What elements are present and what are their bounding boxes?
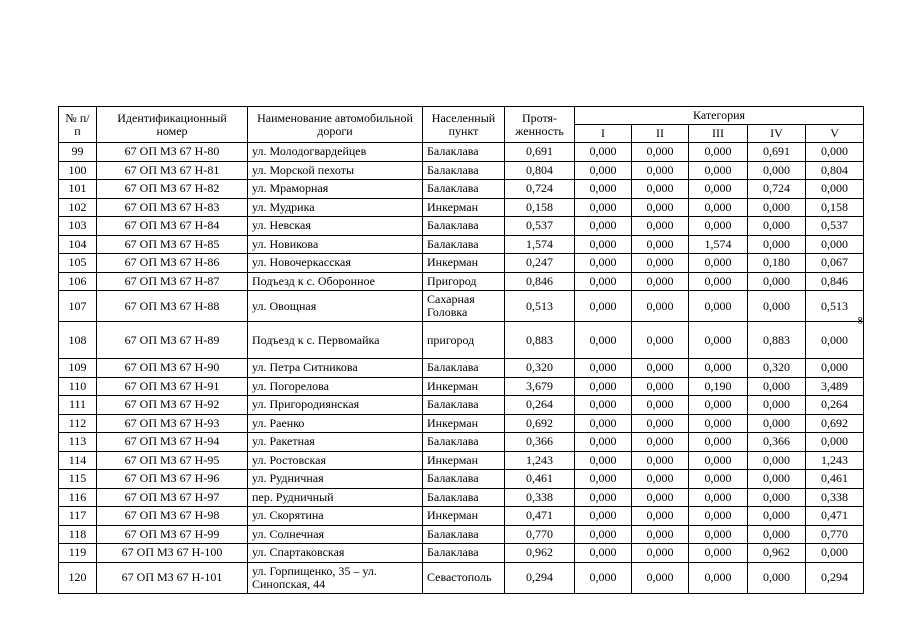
cell-name: ул. Спартаковская: [248, 544, 423, 563]
cell-cat-iii: 0,000: [689, 180, 748, 199]
cell-id: 67 ОП МЗ 67 Н-85: [97, 235, 248, 254]
cell-settlement: Инкерман: [423, 414, 505, 433]
cell-name: ул. Овощная: [248, 291, 423, 322]
cell-id: 67 ОП МЗ 67 Н-98: [97, 507, 248, 526]
cell-cat-i: 0,000: [575, 198, 632, 217]
cell-num: 112: [59, 414, 97, 433]
table-row: [59, 562, 864, 593]
cell-cat-i: 0,000: [575, 507, 632, 526]
cell-cat-v: 0,294: [806, 562, 864, 593]
cell-cat-iv: 0,000: [748, 272, 806, 291]
cell-num: 106: [59, 272, 97, 291]
cell-settlement: Инкерман: [423, 507, 505, 526]
cell-id: 67 ОП МЗ 67 Н-99: [97, 525, 248, 544]
header-id: Идентификационный номер: [97, 107, 248, 143]
cell-id: 67 ОП МЗ 67 Н-95: [97, 451, 248, 470]
header-category: Категория: [575, 107, 864, 125]
cell-length: 0,158: [505, 198, 575, 217]
header-num: № п/п: [59, 107, 97, 143]
cell-num: 119: [59, 544, 97, 563]
header-cat-ii: II: [632, 125, 689, 143]
cell-cat-iv: 0,000: [748, 291, 806, 322]
cell-num: 120: [59, 562, 97, 593]
cell-settlement: Балаклава: [423, 359, 505, 378]
cell-id: 67 ОП МЗ 67 Н-82: [97, 180, 248, 199]
cell-num: 108: [59, 322, 97, 359]
table-row: [59, 507, 864, 526]
cell-cat-v: 0,537: [806, 217, 864, 236]
table-row: [59, 377, 864, 396]
table-body: [59, 143, 864, 594]
cell-cat-ii: 0,000: [632, 291, 689, 322]
cell-cat-i: 0,000: [575, 488, 632, 507]
table-row: [59, 272, 864, 291]
cell-cat-v: 0,471: [806, 507, 864, 526]
cell-cat-v: 0,000: [806, 143, 864, 162]
cell-cat-i: 0,000: [575, 322, 632, 359]
cell-cat-i: 0,000: [575, 414, 632, 433]
cell-length: 3,679: [505, 377, 575, 396]
cell-id: 67 ОП МЗ 67 Н-87: [97, 272, 248, 291]
cell-settlement: Балаклава: [423, 217, 505, 236]
cell-cat-iii: 0,000: [689, 254, 748, 273]
cell-id: 67 ОП МЗ 67 Н-94: [97, 433, 248, 452]
cell-id: 67 ОП МЗ 67 Н-84: [97, 217, 248, 236]
cell-name: Подъезд к с. Оборонное: [248, 272, 423, 291]
cell-cat-iv: 0,000: [748, 414, 806, 433]
cell-id: 67 ОП МЗ 67 Н-80: [97, 143, 248, 162]
table-row: [59, 488, 864, 507]
cell-cat-iv: 0,000: [748, 161, 806, 180]
cell-cat-v: 0,264: [806, 396, 864, 415]
cell-id: 67 ОП МЗ 67 Н-101: [97, 562, 248, 593]
cell-cat-iv: 0,000: [748, 377, 806, 396]
cell-cat-i: 0,000: [575, 254, 632, 273]
cell-id: 67 ОП МЗ 67 Н-93: [97, 414, 248, 433]
cell-length: 0,692: [505, 414, 575, 433]
cell-settlement: Балаклава: [423, 235, 505, 254]
cell-cat-iv: 0,883: [748, 322, 806, 359]
cell-cat-i: 0,000: [575, 562, 632, 593]
cell-cat-iii: 0,000: [689, 198, 748, 217]
cell-id: 67 ОП МЗ 67 Н-96: [97, 470, 248, 489]
cell-cat-ii: 0,000: [632, 470, 689, 489]
cell-cat-iv: 0,000: [748, 235, 806, 254]
table-row: [59, 525, 864, 544]
cell-cat-ii: 0,000: [632, 377, 689, 396]
cell-id: 67 ОП МЗ 67 Н-88: [97, 291, 248, 322]
cell-length: 0,471: [505, 507, 575, 526]
cell-cat-v: 0,692: [806, 414, 864, 433]
table-row: [59, 396, 864, 415]
cell-cat-iii: 0,000: [689, 359, 748, 378]
cell-num: 100: [59, 161, 97, 180]
cell-num: 101: [59, 180, 97, 199]
table-row: [59, 322, 864, 359]
cell-name: ул. Морской пехоты: [248, 161, 423, 180]
cell-id: 67 ОП МЗ 67 Н-89: [97, 322, 248, 359]
cell-settlement: Балаклава: [423, 525, 505, 544]
cell-cat-ii: 0,000: [632, 198, 689, 217]
cell-cat-ii: 0,000: [632, 322, 689, 359]
cell-cat-iii: 0,190: [689, 377, 748, 396]
cell-cat-iv: 0,000: [748, 198, 806, 217]
cell-name: ул. Ракетная: [248, 433, 423, 452]
cell-num: 107: [59, 291, 97, 322]
cell-settlement: Севастополь: [423, 562, 505, 593]
cell-cat-iv: 0,000: [748, 217, 806, 236]
cell-name: ул. Мудрика: [248, 198, 423, 217]
cell-cat-v: 0,000: [806, 544, 864, 563]
header-settlement: Населенный пункт: [423, 107, 505, 143]
cell-cat-v: 0,000: [806, 433, 864, 452]
cell-num: 110: [59, 377, 97, 396]
table-row: [59, 180, 864, 199]
cell-cat-v: 0,000: [806, 322, 864, 359]
cell-name: ул. Ростовская: [248, 451, 423, 470]
cell-settlement: Балаклава: [423, 161, 505, 180]
cell-cat-ii: 0,000: [632, 359, 689, 378]
cell-length: 0,461: [505, 470, 575, 489]
cell-name: ул. Мраморная: [248, 180, 423, 199]
cell-settlement: Инкерман: [423, 377, 505, 396]
cell-cat-i: 0,000: [575, 396, 632, 415]
cell-name: ул. Новочеркасская: [248, 254, 423, 273]
cell-cat-v: 0,158: [806, 198, 864, 217]
cell-name: ул. Новикова: [248, 235, 423, 254]
cell-id: 67 ОП МЗ 67 Н-90: [97, 359, 248, 378]
cell-settlement: Балаклава: [423, 180, 505, 199]
cell-cat-iii: 0,000: [689, 470, 748, 489]
cell-settlement: Балаклава: [423, 396, 505, 415]
cell-length: 0,962: [505, 544, 575, 563]
cell-name: ул. Рудничная: [248, 470, 423, 489]
cell-cat-ii: 0,000: [632, 451, 689, 470]
cell-num: 104: [59, 235, 97, 254]
cell-cat-ii: 0,000: [632, 396, 689, 415]
cell-cat-v: 1,243: [806, 451, 864, 470]
cell-settlement: Балаклава: [423, 488, 505, 507]
cell-num: 115: [59, 470, 97, 489]
cell-num: 105: [59, 254, 97, 273]
cell-settlement: Инкерман: [423, 451, 505, 470]
cell-name: Подъезд к с. Первомайка: [248, 322, 423, 359]
cell-cat-ii: 0,000: [632, 272, 689, 291]
cell-cat-ii: 0,000: [632, 217, 689, 236]
cell-cat-iv: 0,000: [748, 507, 806, 526]
cell-length: 0,537: [505, 217, 575, 236]
cell-length: 0,770: [505, 525, 575, 544]
cell-cat-v: 0,338: [806, 488, 864, 507]
cell-length: 0,846: [505, 272, 575, 291]
table-row: [59, 414, 864, 433]
cell-num: 102: [59, 198, 97, 217]
cell-settlement: Балаклава: [423, 470, 505, 489]
cell-num: 99: [59, 143, 97, 162]
cell-cat-iii: 0,000: [689, 396, 748, 415]
header-cat-iv: IV: [748, 125, 806, 143]
cell-settlement: Балаклава: [423, 544, 505, 563]
cell-cat-iv: 0,000: [748, 396, 806, 415]
cell-num: 116: [59, 488, 97, 507]
cell-length: 0,247: [505, 254, 575, 273]
cell-cat-i: 0,000: [575, 235, 632, 254]
cell-id: 67 ОП МЗ 67 Н-81: [97, 161, 248, 180]
cell-length: 0,691: [505, 143, 575, 162]
cell-cat-iii: 0,000: [689, 143, 748, 162]
cell-length: 1,574: [505, 235, 575, 254]
cell-cat-v: 0,067: [806, 254, 864, 273]
cell-length: 1,243: [505, 451, 575, 470]
margin-mark: ∞: [854, 315, 868, 326]
cell-cat-ii: 0,000: [632, 161, 689, 180]
cell-cat-iv: 0,000: [748, 488, 806, 507]
cell-cat-iii: 0,000: [689, 414, 748, 433]
cell-cat-i: 0,000: [575, 272, 632, 291]
cell-num: 113: [59, 433, 97, 452]
cell-cat-ii: 0,000: [632, 525, 689, 544]
cell-num: 117: [59, 507, 97, 526]
cell-cat-v: 0,513: [806, 291, 864, 322]
table-row: [59, 198, 864, 217]
table-row: [59, 161, 864, 180]
cell-cat-i: 0,000: [575, 470, 632, 489]
cell-cat-iii: 0,000: [689, 488, 748, 507]
cell-name: пер. Рудничный: [248, 488, 423, 507]
cell-settlement: Пригород: [423, 272, 505, 291]
table-row: [59, 359, 864, 378]
cell-id: 67 ОП МЗ 67 Н-100: [97, 544, 248, 563]
cell-cat-i: 0,000: [575, 544, 632, 563]
cell-cat-iv: 0,724: [748, 180, 806, 199]
cell-cat-i: 0,000: [575, 217, 632, 236]
cell-cat-ii: 0,000: [632, 143, 689, 162]
header-cat-iii: III: [689, 125, 748, 143]
header-length: Протя- женность: [505, 107, 575, 143]
cell-cat-v: 0,000: [806, 235, 864, 254]
cell-cat-v: 3,489: [806, 377, 864, 396]
cell-num: 118: [59, 525, 97, 544]
cell-length: 0,338: [505, 488, 575, 507]
table-row: [59, 470, 864, 489]
cell-cat-iv: 0,180: [748, 254, 806, 273]
cell-settlement: Балаклава: [423, 143, 505, 162]
cell-cat-i: 0,000: [575, 377, 632, 396]
cell-cat-iii: 0,000: [689, 272, 748, 291]
cell-name: ул. Пригородиянская: [248, 396, 423, 415]
table-row: [59, 254, 864, 273]
cell-name: ул. Скорятина: [248, 507, 423, 526]
cell-cat-v: 0,804: [806, 161, 864, 180]
cell-name: ул. Раенко: [248, 414, 423, 433]
cell-cat-iii: 0,000: [689, 322, 748, 359]
cell-name: ул. Горпищенко, 35 – ул. Синопская, 44: [248, 562, 423, 593]
cell-settlement: Балаклава: [423, 433, 505, 452]
table-row: [59, 433, 864, 452]
cell-id: 67 ОП МЗ 67 Н-92: [97, 396, 248, 415]
cell-cat-ii: 0,000: [632, 562, 689, 593]
cell-id: 67 ОП МЗ 67 Н-91: [97, 377, 248, 396]
cell-cat-iii: 0,000: [689, 507, 748, 526]
cell-length: 0,264: [505, 396, 575, 415]
header-cat-i: I: [575, 125, 632, 143]
cell-cat-iii: 0,000: [689, 544, 748, 563]
roads-table: [58, 106, 864, 594]
cell-cat-v: 0,770: [806, 525, 864, 544]
cell-settlement: Инкерман: [423, 254, 505, 273]
cell-length: 0,804: [505, 161, 575, 180]
cell-cat-iv: 0,320: [748, 359, 806, 378]
cell-settlement: Инкерман: [423, 198, 505, 217]
header-cat-v: V: [806, 125, 864, 143]
cell-cat-ii: 0,000: [632, 254, 689, 273]
cell-cat-iv: 0,366: [748, 433, 806, 452]
cell-cat-ii: 0,000: [632, 180, 689, 199]
table-row: [59, 291, 864, 322]
cell-cat-iii: 0,000: [689, 291, 748, 322]
cell-cat-ii: 0,000: [632, 507, 689, 526]
cell-cat-iii: 0,000: [689, 562, 748, 593]
cell-num: 111: [59, 396, 97, 415]
cell-cat-iii: 0,000: [689, 451, 748, 470]
cell-cat-i: 0,000: [575, 359, 632, 378]
cell-num: 109: [59, 359, 97, 378]
cell-cat-iv: 0,000: [748, 562, 806, 593]
cell-cat-v: 0,000: [806, 359, 864, 378]
cell-cat-ii: 0,000: [632, 235, 689, 254]
cell-cat-iii: 1,574: [689, 235, 748, 254]
cell-length: 0,366: [505, 433, 575, 452]
cell-cat-i: 0,000: [575, 525, 632, 544]
cell-length: 0,294: [505, 562, 575, 593]
cell-cat-v: 0,461: [806, 470, 864, 489]
table-row: [59, 235, 864, 254]
cell-cat-ii: 0,000: [632, 433, 689, 452]
cell-settlement: Сахарная Головка: [423, 291, 505, 322]
cell-length: 0,883: [505, 322, 575, 359]
cell-num: 103: [59, 217, 97, 236]
cell-name: ул. Молодогвардейцев: [248, 143, 423, 162]
cell-cat-iii: 0,000: [689, 433, 748, 452]
table-row: [59, 544, 864, 563]
cell-name: ул. Невская: [248, 217, 423, 236]
cell-cat-ii: 0,000: [632, 544, 689, 563]
cell-cat-iii: 0,000: [689, 217, 748, 236]
cell-cat-i: 0,000: [575, 451, 632, 470]
table-row: [59, 217, 864, 236]
cell-id: 67 ОП МЗ 67 Н-83: [97, 198, 248, 217]
cell-cat-iv: 0,000: [748, 525, 806, 544]
cell-length: 0,724: [505, 180, 575, 199]
cell-length: 0,320: [505, 359, 575, 378]
cell-name: ул. Солнечная: [248, 525, 423, 544]
cell-cat-iv: 0,000: [748, 451, 806, 470]
cell-length: 0,513: [505, 291, 575, 322]
cell-num: 114: [59, 451, 97, 470]
cell-cat-i: 0,000: [575, 143, 632, 162]
cell-name: ул. Погорелова: [248, 377, 423, 396]
cell-cat-iv: 0,000: [748, 470, 806, 489]
cell-settlement: пригород: [423, 322, 505, 359]
cell-id: 67 ОП МЗ 67 Н-97: [97, 488, 248, 507]
cell-id: 67 ОП МЗ 67 Н-86: [97, 254, 248, 273]
header-row-top: [59, 107, 864, 125]
cell-name: ул. Петра Ситникова: [248, 359, 423, 378]
cell-cat-iii: 0,000: [689, 525, 748, 544]
header-name: Наименование автомобильной дороги: [248, 107, 423, 143]
cell-cat-iv: 0,962: [748, 544, 806, 563]
cell-cat-iii: 0,000: [689, 161, 748, 180]
cell-cat-i: 0,000: [575, 161, 632, 180]
table-row: [59, 143, 864, 162]
cell-cat-i: 0,000: [575, 180, 632, 199]
cell-cat-i: 0,000: [575, 291, 632, 322]
cell-cat-iv: 0,691: [748, 143, 806, 162]
cell-cat-ii: 0,000: [632, 414, 689, 433]
cell-cat-i: 0,000: [575, 433, 632, 452]
cell-cat-ii: 0,000: [632, 488, 689, 507]
table-row: [59, 451, 864, 470]
cell-cat-v: 0,000: [806, 180, 864, 199]
cell-cat-v: 0,846: [806, 272, 864, 291]
